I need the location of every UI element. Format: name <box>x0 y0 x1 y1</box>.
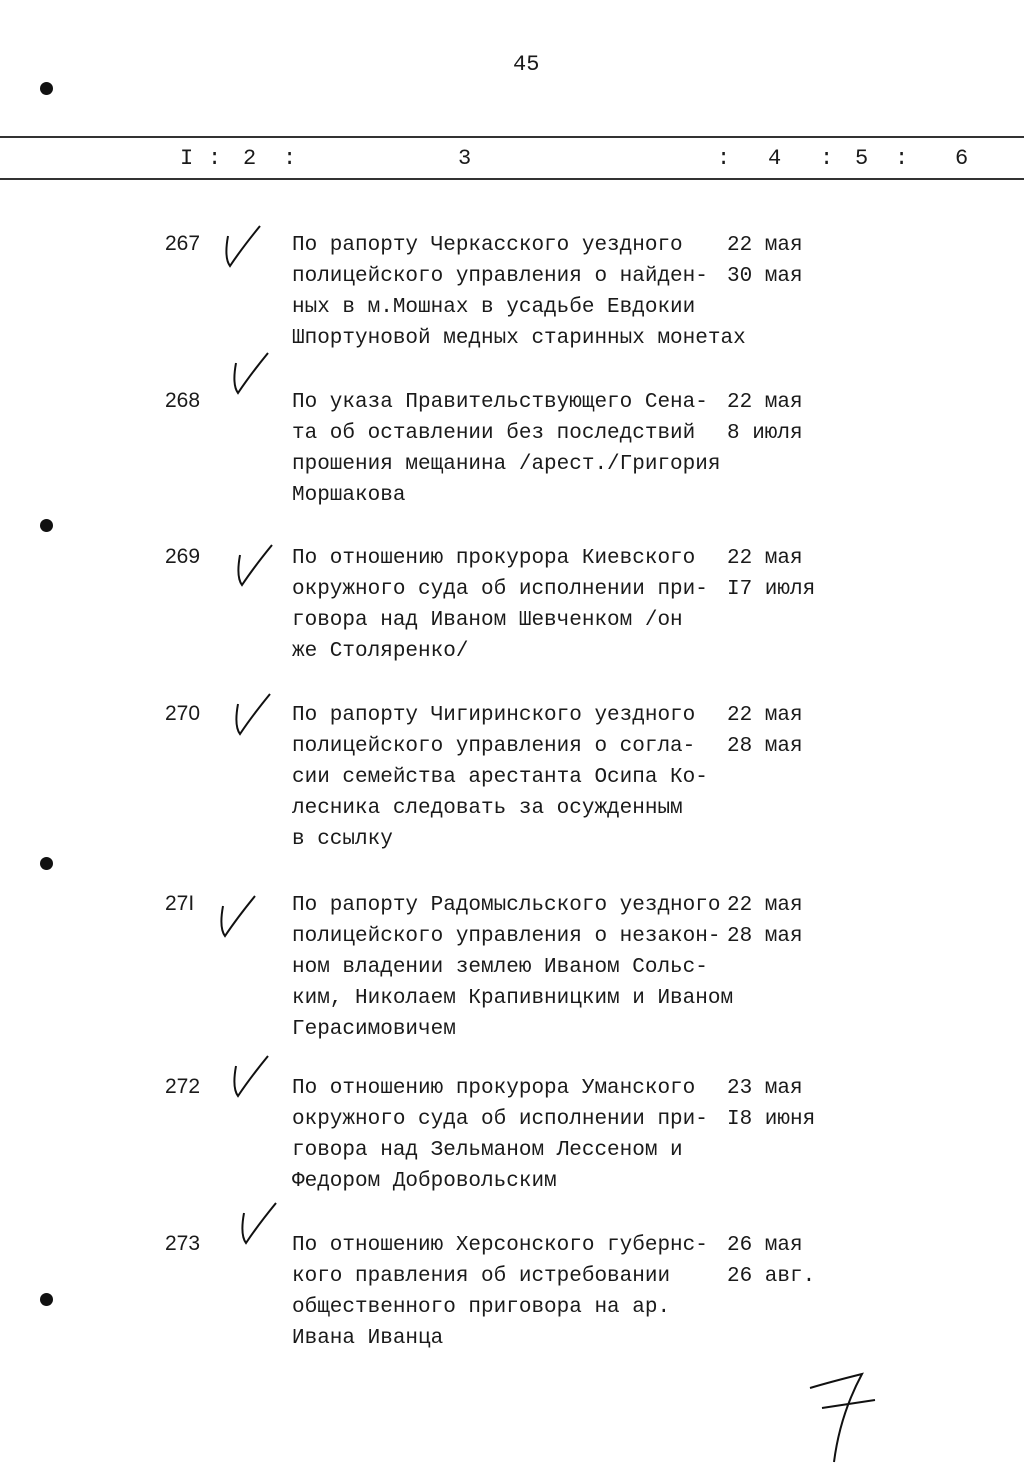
entry-description <box>292 1073 708 1197</box>
description-line: та об оставлении без последствий <box>292 422 696 445</box>
entry-dates <box>727 230 803 292</box>
description-line: прошения мещанина /арест./Григория <box>292 453 721 476</box>
col-4: 4 <box>768 146 782 171</box>
description-line: окружного суда об исполнении при- <box>292 578 708 601</box>
description-line: полицейского управления о найден- <box>292 265 708 288</box>
description-line: полицейского управления о незакон- <box>292 925 721 948</box>
end-date: I8 июня <box>727 1108 816 1131</box>
description-line: же Столяренко/ <box>292 640 469 663</box>
end-date: 28 мая <box>727 735 803 758</box>
description-line: кого правления об истребовании <box>292 1265 671 1288</box>
entry-number: 267 <box>165 232 201 255</box>
end-date: 30 мая <box>727 265 803 288</box>
entry-dates <box>727 543 815 605</box>
entry-description <box>292 230 746 354</box>
start-date: 22 мая <box>727 894 803 917</box>
checkmark-icon <box>228 345 278 400</box>
col-3: 3 <box>458 146 472 171</box>
entry-description <box>292 387 720 511</box>
description-line: По рапорту Радомысльского уездного <box>292 894 721 917</box>
description-line: окружного суда об исполнении при- <box>292 1108 708 1131</box>
start-date: 26 мая <box>727 1234 803 1257</box>
description-line: Герасимовичем <box>292 1018 456 1041</box>
page-number: 45 <box>513 52 540 77</box>
entry-number: 273 <box>165 1232 201 1255</box>
entry-description <box>292 543 708 667</box>
punch-hole <box>40 1293 53 1306</box>
description-line: ном владении землею Иваном Сольс- <box>292 956 708 979</box>
checkmark-icon <box>230 686 280 741</box>
checkmark-icon <box>232 537 282 592</box>
start-date: 23 мая <box>727 1077 803 1100</box>
description-line: ким, Николаем Крапивницким и Иваном <box>292 987 734 1010</box>
description-line: говора над Зельманом Лессеном и <box>292 1139 683 1162</box>
start-date: 22 мая <box>727 391 803 414</box>
description-line: По отношению прокурора Киевского <box>292 547 696 570</box>
description-line: полицейского управления о согла- <box>292 735 696 758</box>
start-date: 22 мая <box>727 547 803 570</box>
description-line: говора над Иваном Шевченком /он <box>292 609 683 632</box>
entry-number: 27I <box>165 892 195 915</box>
entry-dates <box>727 1073 815 1135</box>
description-line: Моршакова <box>292 484 406 507</box>
punch-hole <box>40 519 53 532</box>
description-line: сии семейства арестанта Осипа Ко- <box>292 766 708 789</box>
punch-hole <box>40 857 53 870</box>
entry-number: 268 <box>165 389 201 412</box>
checkmark-icon <box>220 218 270 273</box>
end-date: 26 авг. <box>727 1265 816 1288</box>
checkmark-icon <box>215 888 265 943</box>
entry-dates <box>727 387 803 449</box>
entry-description <box>292 1230 708 1354</box>
entry-dates <box>727 890 803 952</box>
description-line: ных в м.Мошнах в усадьбе Евдокии <box>292 296 696 319</box>
col-6: 6 <box>955 146 969 171</box>
description-line: По отношению прокурора Уманского <box>292 1077 696 1100</box>
header-top-rule <box>0 136 1024 138</box>
end-date: 8 июля <box>727 422 803 445</box>
col-2: 2 <box>243 146 257 171</box>
handwritten-number-7 <box>800 1360 890 1470</box>
entry-number: 272 <box>165 1075 201 1098</box>
col-1: I <box>180 146 194 171</box>
entry-description <box>292 700 708 855</box>
description-line: По указа Правительствующего Сена- <box>292 391 708 414</box>
end-date: I7 июля <box>727 578 816 601</box>
description-line: По рапорту Черкасского уездного <box>292 234 683 257</box>
description-line: По рапорту Чигиринского уездного <box>292 704 696 727</box>
description-line: По отношению Херсонского губернс- <box>292 1234 708 1257</box>
col-5: 5 <box>855 146 869 171</box>
description-line: Федором Добровольским <box>292 1170 557 1193</box>
end-date: 28 мая <box>727 925 803 948</box>
punch-hole <box>40 82 53 95</box>
entry-description <box>292 890 733 1045</box>
checkmark-icon <box>228 1048 278 1103</box>
checkmark-icon <box>236 1195 286 1250</box>
start-date: 22 мая <box>727 704 803 727</box>
entry-dates <box>727 1230 815 1292</box>
description-line: Ивана Иванца <box>292 1327 444 1350</box>
header-bottom-rule <box>0 178 1024 180</box>
description-line: в ссылку <box>292 828 393 851</box>
description-line: общественного приговора на ар. <box>292 1296 671 1319</box>
description-line: Шпортуновой медных старинных монетах <box>292 327 746 350</box>
entry-dates <box>727 700 803 762</box>
start-date: 22 мая <box>727 234 803 257</box>
entry-number: 270 <box>165 702 201 725</box>
description-line: лесника следовать за осужденным <box>292 797 683 820</box>
entry-number: 269 <box>165 545 201 568</box>
